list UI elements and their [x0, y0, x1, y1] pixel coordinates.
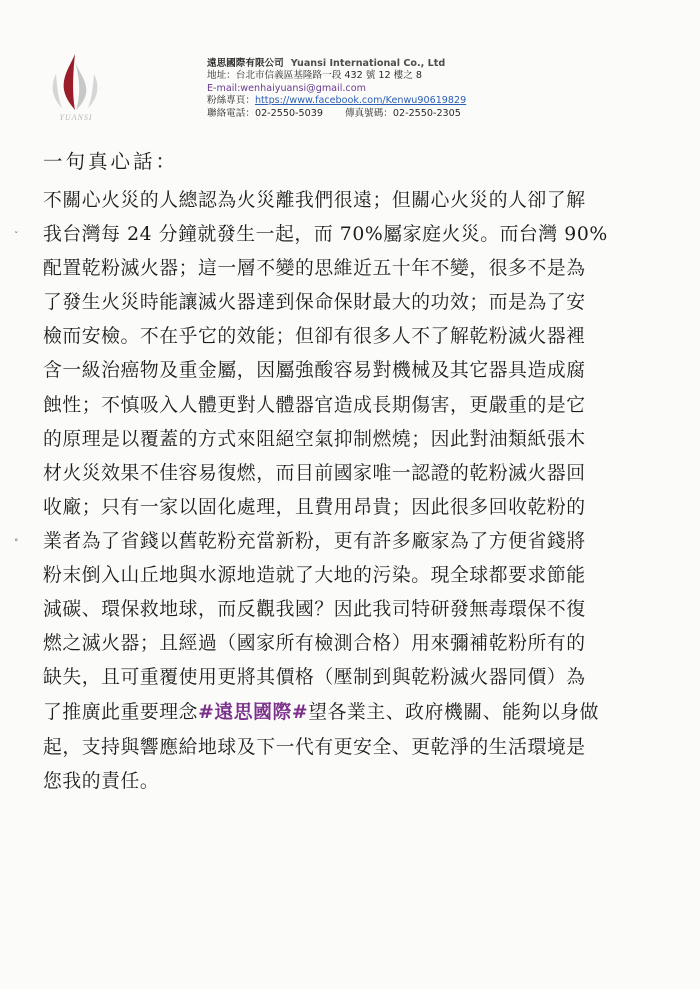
body-line: 含一級治癌物及重金屬，因屬強酸容易對機械及其它器具造成腐: [43, 360, 586, 382]
body-line: 您我的責任。: [43, 770, 160, 792]
company-email[interactable]: E-mail:wenhaiyuansi@gmail.com: [207, 82, 366, 94]
body-line: 粉末倒入山丘地與水源地造就了大地的污染。現全球都要求節能: [43, 565, 586, 587]
fanpage-link[interactable]: https://www.facebook.com/Kenwu90619829: [254, 95, 467, 107]
body-line: 缺失，且可重覆使用更將其價格（壓制到與乾粉滅火器同價）為: [43, 667, 586, 689]
company-name-en: Yuansi International Co., Ltd: [290, 58, 446, 69]
body-text-segment: 望各業主、政府機關、能夠以身做: [308, 702, 599, 724]
body-line: 燃之滅火器；且經過（國家所有檢測合格）用來彌補乾粉所有的: [43, 633, 586, 655]
fanpage-row: [207, 95, 687, 107]
body-text-segment: 了推廣此重要理念: [43, 702, 199, 724]
phone-number: 聯絡電話：02-2550-5039: [207, 107, 323, 119]
margin-mark-icon: ˇ: [14, 232, 19, 242]
contact-row: [207, 108, 687, 120]
logo-wordmark: YUANSI: [59, 113, 93, 122]
body-line: 配置乾粉滅火器；這一層不變的思維近五十年不變，很多不是為: [43, 258, 586, 280]
letter-greeting: 一句真心話：: [43, 150, 179, 173]
body-line: 我台灣每 24 分鐘就發生一起，而 70%屬家庭火災。而台灣 90%: [43, 224, 608, 246]
body-line: 減碳、環保救地球，而反觀我國？因此我司特研發無毒環保不復: [43, 599, 586, 621]
margin-mark-icon: ˚: [14, 540, 19, 550]
body-line: 不關心火災的人總認為火災離我們很遠；但關心火災的人卻了解: [43, 190, 586, 211]
company-name: [207, 58, 687, 70]
company-address: 地址：台北市信義區基隆路一段 432 號 12 樓之 8: [207, 70, 422, 82]
body-line: 收廠；只有一家以固化處理，且費用昂貴；因此很多回收乾粉的: [43, 496, 586, 518]
letterhead-info: [207, 58, 687, 120]
fax-number: 傳真號碼：02-2550-2305: [344, 107, 461, 119]
body-line: 的原理是以覆蓋的方式來阻絕空氣抑制燃燒；因此對油類紙張木: [43, 428, 586, 450]
body-line: 業者為了省錢以舊乾粉充當新粉，更有許多廠家為了方便省錢將: [43, 530, 586, 552]
company-logo-icon: [42, 52, 108, 114]
fanpage-label: 粉絲專頁：: [207, 95, 255, 107]
body-line: 了發生火災時能讓滅火器達到保命保財最大的功效；而是為了安: [43, 292, 586, 314]
letter-body: [43, 184, 663, 799]
body-line: 材火災效果不佳容易復燃，而目前國家唯一認證的乾粉滅火器回: [43, 462, 586, 484]
company-hashtag: #遠思國際#: [198, 701, 309, 724]
body-line: 蝕性；不慎吸入人體更對人體器官造成長期傷害，更嚴重的是它: [43, 394, 586, 416]
body-line: 檢而安檢。不在乎它的效能；但卻有很多人不了解乾粉滅火器裡: [43, 326, 586, 348]
company-name-zh: 遠思國際有限公司: [207, 58, 284, 69]
body-line: [43, 695, 663, 730]
body-line: 起，支持與響應給地球及下一代有更安全、更乾淨的生活環境是: [43, 736, 586, 758]
